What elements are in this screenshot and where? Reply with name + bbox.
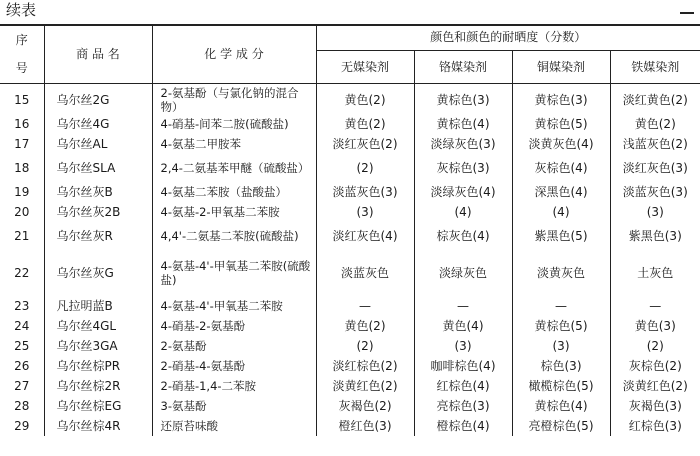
color-iron-mordant: 红棕色(3): [610, 416, 700, 436]
color-no-mordant: 黄色(2): [316, 316, 414, 336]
color-iron-mordant: 浅蓝灰色(2): [610, 134, 700, 154]
color-chrome-mordant: (4): [414, 202, 512, 222]
product-name: 乌尔丝灰B: [44, 182, 152, 202]
color-chrome-mordant: 黄棕色(4): [414, 114, 512, 134]
color-copper-mordant: 棕色(3): [512, 356, 610, 376]
chemical-composition: 4-氨基二甲胺苯: [152, 134, 316, 154]
color-iron-mordant: 黄色(2): [610, 114, 700, 134]
product-name: 乌尔丝2G: [44, 84, 152, 115]
color-copper-mordant: (3): [512, 336, 610, 356]
chemical-composition: 4,4'-二氨基二苯胺(硫酸盐): [152, 222, 316, 250]
product-name: 乌尔丝棕2R: [44, 376, 152, 396]
chemical-composition: 4-硝基-2-氨基酚: [152, 316, 316, 336]
color-copper-mordant: 黄棕色(4): [512, 396, 610, 416]
color-copper-mordant: 黄棕色(5): [512, 316, 610, 336]
chemical-composition: 4-硝基-间苯二胺(硫酸盐): [152, 114, 316, 134]
color-chrome-mordant: 棕灰色(4): [414, 222, 512, 250]
chemical-composition: 3-氨基酚: [152, 396, 316, 416]
color-copper-mordant: 深黑色(4): [512, 182, 610, 202]
color-no-mordant: 黄色(2): [316, 114, 414, 134]
color-no-mordant: 淡蓝灰色: [316, 250, 414, 296]
color-iron-mordant: 黄色(3): [610, 316, 700, 336]
product-name: 乌尔丝棕EG: [44, 396, 152, 416]
color-no-mordant: 黄色(2): [316, 84, 414, 115]
product-name: 乌尔丝灰2B: [44, 202, 152, 222]
color-iron-mordant: 淡黄红色(2): [610, 376, 700, 396]
color-no-mordant: (2): [316, 336, 414, 356]
table-row: [0, 182, 700, 202]
color-copper-mordant: —: [512, 296, 610, 316]
color-no-mordant: 橙红色(3): [316, 416, 414, 436]
table-row: [0, 316, 700, 336]
color-iron-mordant: 灰褐色(3): [610, 396, 700, 416]
chemical-header: 化 学 成 分: [152, 24, 316, 84]
color-chrome-mordant: 橙棕色(4): [414, 416, 512, 436]
color-no-mordant: 灰褐色(2): [316, 396, 414, 416]
row-no: 20: [14, 205, 30, 219]
color-chrome-mordant: 淡绿灰色(3): [414, 134, 512, 154]
product-name: 凡拉明蓝B: [44, 296, 152, 316]
color-iron-mordant: 土灰色: [610, 250, 700, 296]
row-no: 22: [14, 266, 30, 280]
table-row: [0, 202, 700, 222]
table-row: [0, 336, 700, 356]
color-chrome-mordant: 淡绿灰色: [414, 250, 512, 296]
table-row: [0, 250, 700, 296]
table-row: [0, 114, 700, 134]
color-no-mordant: 淡红棕色(2): [316, 356, 414, 376]
mordant-header-copper: 铜媒染剂: [512, 51, 610, 84]
color-no-mordant: —: [316, 296, 414, 316]
color-iron-mordant: 灰棕色(2): [610, 356, 700, 376]
color-copper-mordant: 黄棕色(3): [512, 84, 610, 115]
chemical-composition: 2-硝基-1,4-二苯胺: [152, 376, 316, 396]
color-iron-mordant: 淡红灰色(3): [610, 154, 700, 182]
table-row: [0, 396, 700, 416]
color-iron-mordant: (3): [610, 202, 700, 222]
color-copper-mordant: 橄榄棕色(5): [512, 376, 610, 396]
seq-header-line2: 号: [15, 60, 28, 75]
chemical-composition: 2-氨基酚: [152, 336, 316, 356]
product-name: 乌尔丝灰R: [44, 222, 152, 250]
product-header: 商 品 名: [44, 24, 152, 84]
row-no: 26: [14, 359, 30, 373]
color-no-mordant: 淡黄红色(2): [316, 376, 414, 396]
chemical-composition: 4-氨基-4'-甲氧基二苯胺: [152, 296, 316, 316]
row-no: 28: [14, 399, 30, 413]
color-chrome-mordant: 咖啡棕色(4): [414, 356, 512, 376]
row-no: 15: [14, 93, 30, 107]
continuation-label: 续表: [6, 1, 37, 19]
color-copper-mordant: 灰棕色(4): [512, 154, 610, 182]
product-name: 乌尔丝棕PR: [44, 356, 152, 376]
color-copper-mordant: 黄棕色(5): [512, 114, 610, 134]
color-copper-mordant: 淡黄灰色(4): [512, 134, 610, 154]
color-copper-mordant: 亮橙棕色(5): [512, 416, 610, 436]
chemical-composition: 4-氨基-4'-甲氧基二苯胺(硫酸盐): [152, 250, 316, 296]
row-no: 19: [14, 185, 30, 199]
chemical-composition: 2-硝基-4-氨基酚: [152, 356, 316, 376]
chemical-composition: 4-氨基-2-甲氧基二苯胺: [152, 202, 316, 222]
chemical-composition: 2,4-二氨基苯甲醚（硫酸盐）: [152, 154, 316, 182]
chemical-composition: 2-氨基酚（与氯化钠的混合物）: [152, 84, 316, 115]
product-name: 乌尔丝SLA: [44, 154, 152, 182]
color-iron-mordant: (2): [610, 336, 700, 356]
table-row: [0, 296, 700, 316]
table-row: [0, 416, 700, 436]
color-no-mordant: (3): [316, 202, 414, 222]
row-no: 25: [14, 339, 30, 353]
color-chrome-mordant: 黄棕色(3): [414, 84, 512, 115]
color-iron-mordant: —: [610, 296, 700, 316]
table-row: [0, 376, 700, 396]
row-no: 24: [14, 319, 30, 333]
dye-table: [0, 24, 700, 436]
color-copper-mordant: (4): [512, 202, 610, 222]
mordant-header-chrome: 铬媒染剂: [414, 51, 512, 84]
row-no: 16: [14, 117, 30, 131]
color-chrome-mordant: —: [414, 296, 512, 316]
color-iron-mordant: 紫黑色(3): [610, 222, 700, 250]
chemical-composition: 还原苔味酸: [152, 416, 316, 436]
table-row: [0, 222, 700, 250]
color-iron-mordant: 淡蓝灰色(3): [610, 182, 700, 202]
mordant-header-none: 无媒染剂: [316, 51, 414, 84]
color-chrome-mordant: 灰棕色(3): [414, 154, 512, 182]
color-no-mordant: 淡红灰色(2): [316, 134, 414, 154]
seq-header-line1: 序: [15, 32, 28, 47]
color-chrome-mordant: 淡绿灰色(4): [414, 182, 512, 202]
product-name: 乌尔丝4G: [44, 114, 152, 134]
color-chrome-mordant: (3): [414, 336, 512, 356]
color-no-mordant: (2): [316, 154, 414, 182]
row-no: 21: [14, 229, 30, 243]
product-name: 乌尔丝灰G: [44, 250, 152, 296]
color-copper-mordant: 紫黑色(5): [512, 222, 610, 250]
table-row: [0, 134, 700, 154]
color-chrome-mordant: 亮棕色(3): [414, 396, 512, 416]
color-no-mordant: 淡蓝灰色(3): [316, 182, 414, 202]
row-no: 17: [14, 137, 30, 151]
row-no: 29: [14, 419, 30, 433]
table-row: [0, 84, 700, 115]
color-no-mordant: 淡红灰色(4): [316, 222, 414, 250]
mordant-header-iron: 铁媒染剂: [610, 51, 700, 84]
corner-rule-mark: [680, 12, 694, 14]
color-chrome-mordant: 黄色(4): [414, 316, 512, 336]
color-copper-mordant: 淡黄灰色: [512, 250, 610, 296]
color-iron-mordant: 淡红黄色(2): [610, 84, 700, 115]
product-name: 乌尔丝3GA: [44, 336, 152, 356]
product-name: 乌尔丝AL: [44, 134, 152, 154]
row-no: 27: [14, 379, 30, 393]
color-chrome-mordant: 红棕色(4): [414, 376, 512, 396]
row-no: 18: [14, 161, 30, 175]
table-row: [0, 356, 700, 376]
row-no: 23: [14, 299, 30, 313]
product-name: 乌尔丝4GL: [44, 316, 152, 336]
seq-header: [0, 24, 44, 84]
color-fastness-header: 颜色和颜色的耐晒度（分数）: [316, 24, 700, 51]
table-row: [0, 154, 700, 182]
chemical-composition: 4-氨基二苯胺（盐酸盐）: [152, 182, 316, 202]
product-name: 乌尔丝棕4R: [44, 416, 152, 436]
